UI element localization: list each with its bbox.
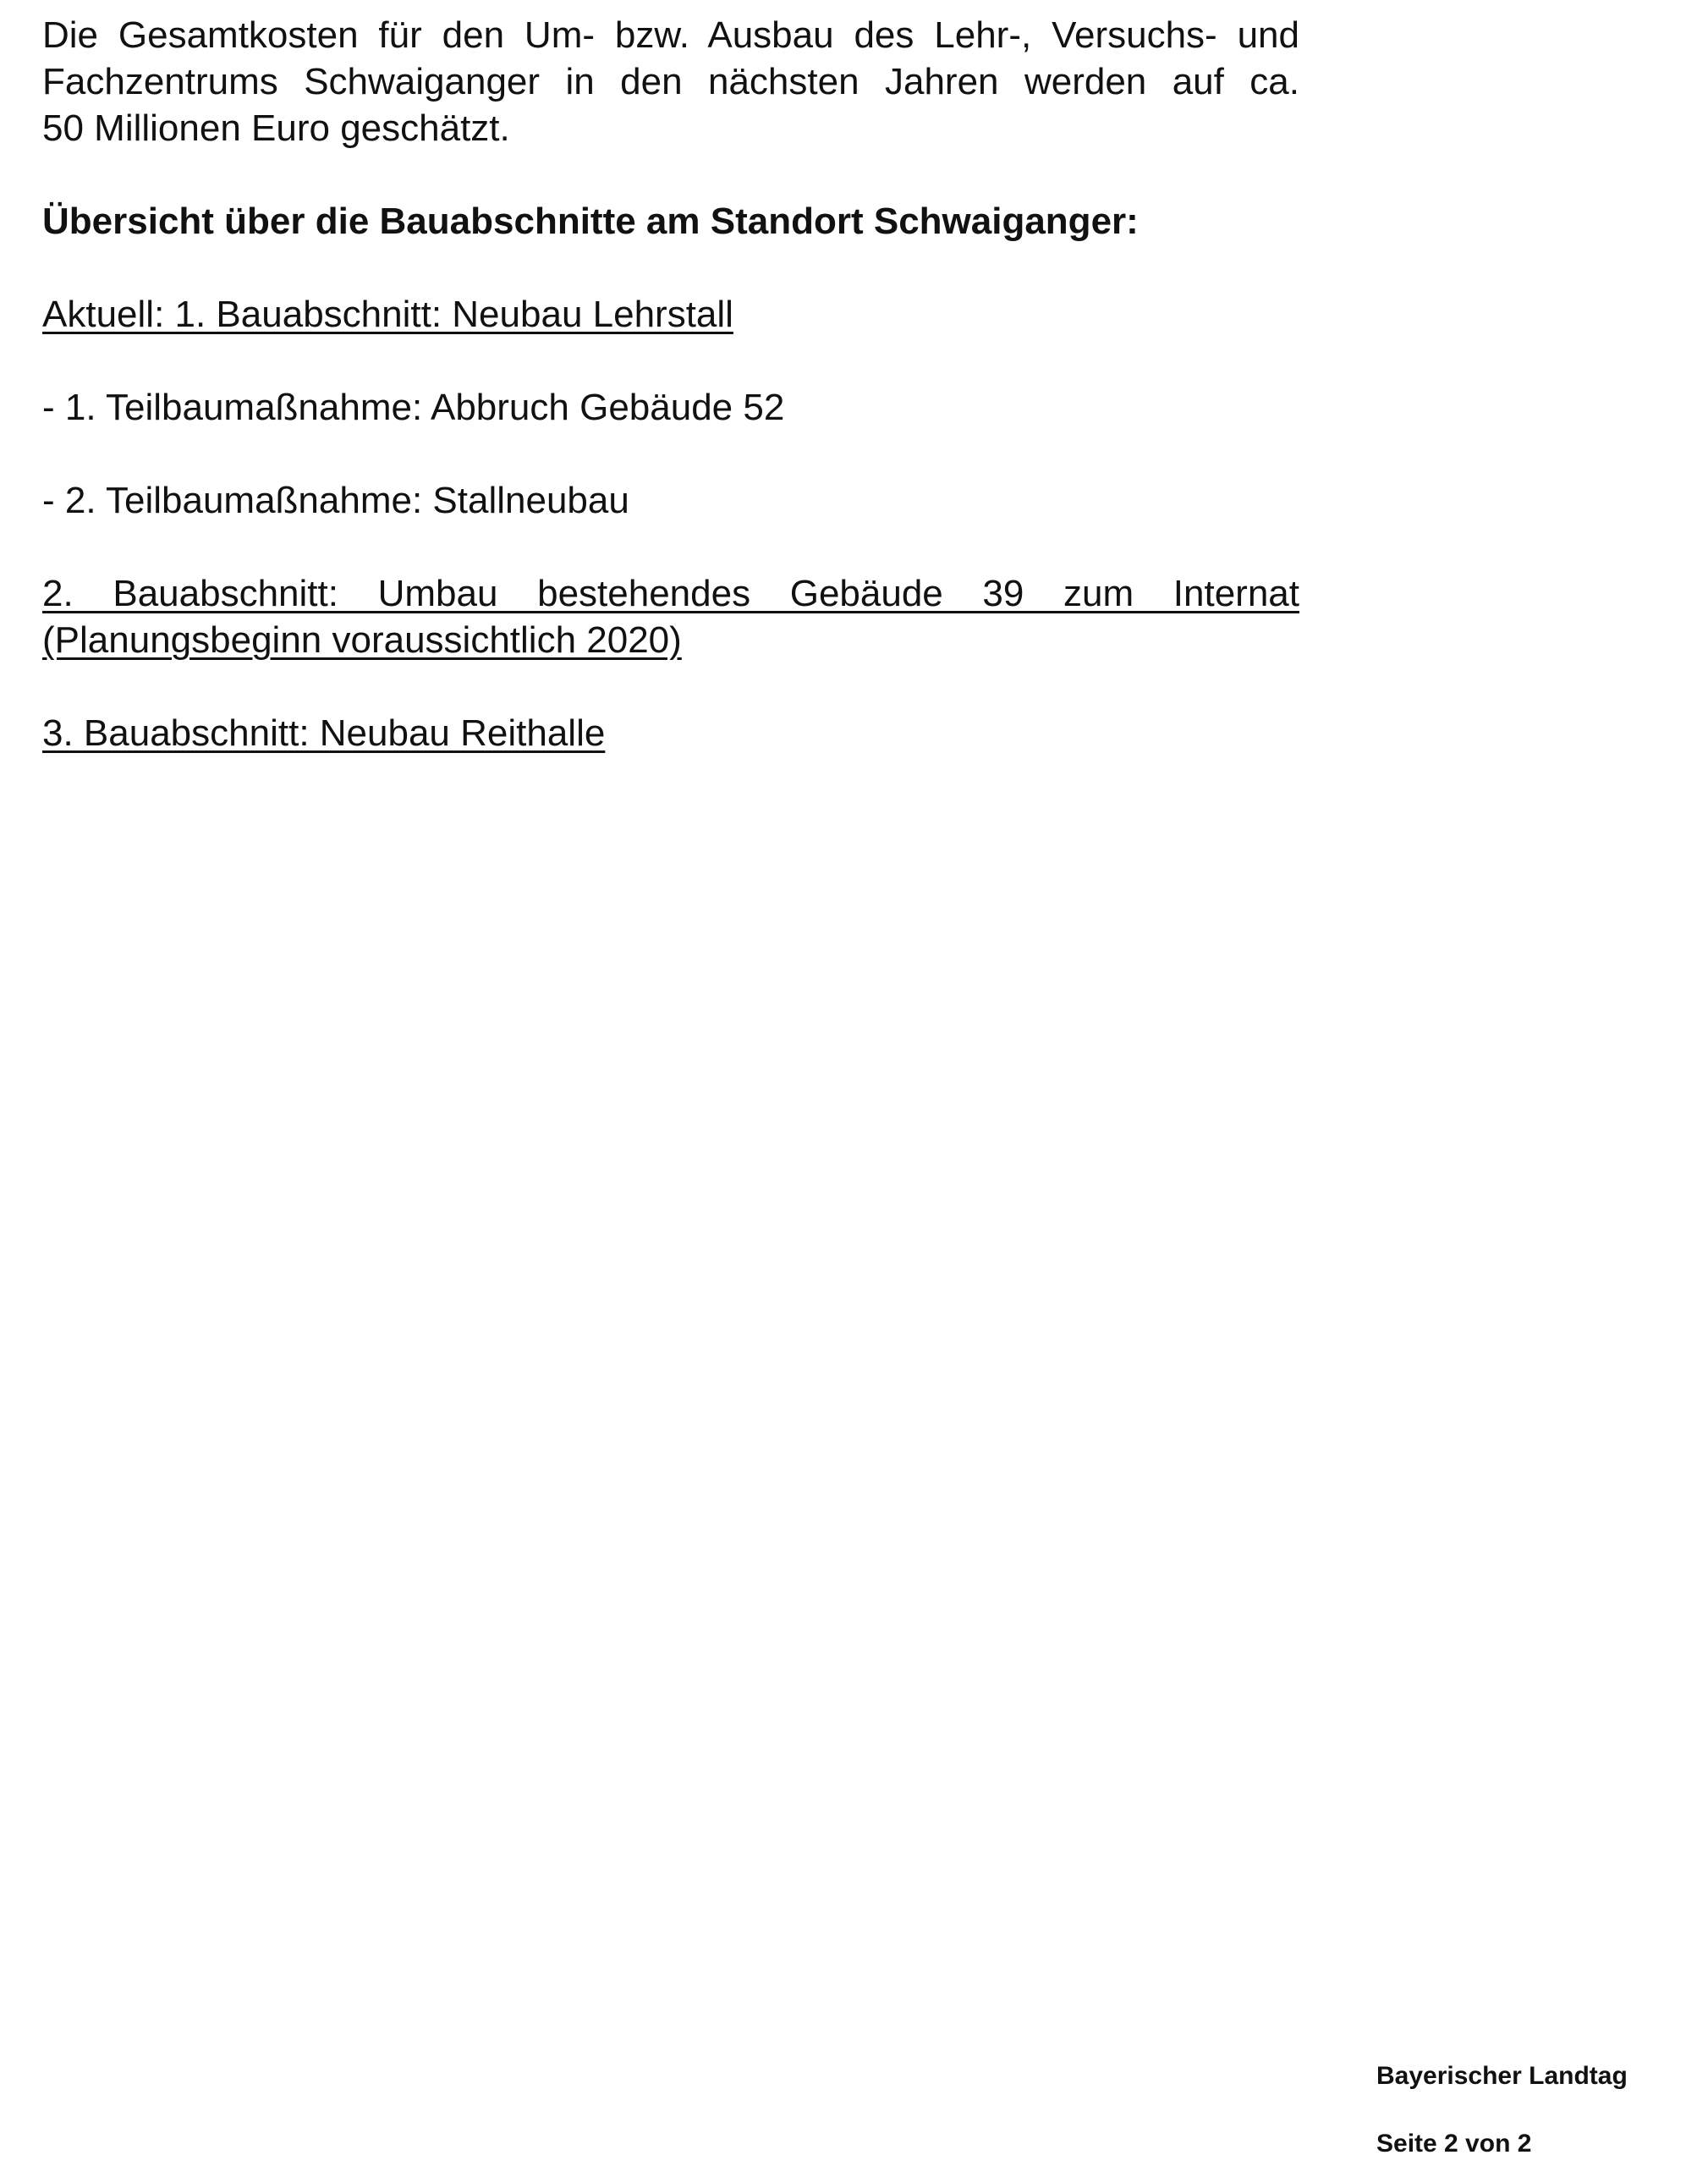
section-2-line-1: 2. Bauabschnitt: Umbau bestehendes Gebäude 39 zum Internat: [42, 573, 1299, 614]
section-2-line-2: (Planungsbeginn voraussichtlich 2020): [42, 619, 682, 661]
section-1-title-text: Aktuell: 1. Bauabschnitt: Neubau Lehrstall: [42, 294, 733, 335]
section-1-item-2: - 2. Teilbaumaßnahme: Stallneubau: [42, 480, 629, 521]
section-3-title: [42, 710, 1299, 756]
footer-page-number: Seite 2 von 2: [1376, 2130, 1532, 2158]
section-1-item-1: - 1. Teilbaumaßnahme: Abbruch Gebäude 52: [42, 387, 785, 428]
intro-line-3: 50 Millionen Euro geschätzt.: [42, 107, 510, 149]
intro-paragraph: [42, 12, 1299, 151]
intro-line-2: Fachzentrums Schwaiganger in den nächsten Jahren werden auf ca.: [42, 61, 1299, 102]
section-overview-heading: Übersicht über die Bauabschnitte am Standort Schwaiganger:: [42, 201, 1139, 242]
footer-organization: Bayerischer Landtag: [1376, 2062, 1628, 2090]
section-3-title-text: 3. Bauabschnitt: Neubau Reithalle: [42, 712, 606, 754]
section-1-title: [42, 291, 1299, 338]
intro-line-1: Die Gesamtkosten für den Um- bzw. Ausbau des Lehr-, Versuchs- und: [42, 14, 1299, 56]
section-2-title: [42, 570, 1299, 663]
